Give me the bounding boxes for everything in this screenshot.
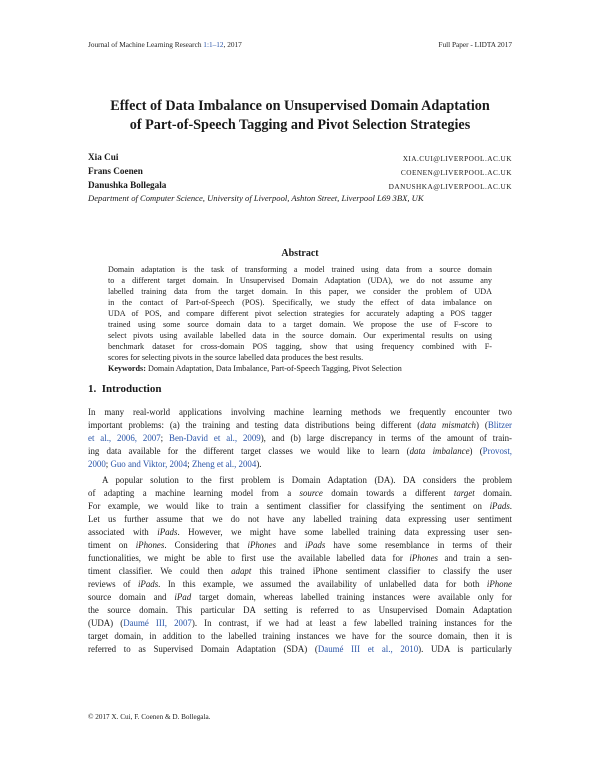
body-line: source domain and iPad target domain, whereas labelled training instances were available only for (88, 592, 512, 602)
body-line: referred to as Supervised Domain Adaptation (SDA) (Daumé III et al., 2010). UDA is particularly (88, 644, 512, 654)
body-line: timent classifier. We could then adapt this trained iPhone sentiment classifier to classify the user (88, 566, 512, 576)
citation-link[interactable]: Provost, (482, 446, 513, 456)
abstract-line: benchmark dataset for cross-domain POS tagging, show that using frequency combined with F- (108, 342, 492, 351)
abstract-heading: Abstract (281, 248, 319, 259)
keywords-line (108, 364, 492, 374)
body-line: (UDA) (Daumé III, 2007). In contrast, if we had at least a few labelled training instances for the (88, 618, 512, 628)
body-line: timent on iPhones. Considering that iPhones and iPads have some resemblance in terms of their (88, 540, 512, 550)
abstract-line: in the contact of Part-of-Speech (POS). Specifically, we study the effect of data imbalance on (108, 298, 492, 307)
paper-title-line-2: of Part-of-Speech Tagging and Pivot Selection Strategies (129, 117, 471, 133)
running-header-right: Full Paper - LIDTA 2017 (438, 40, 512, 49)
body-line: of adapting a machine learning model from a source domain towards a different target domain. (88, 488, 512, 498)
body-line: A popular solution to the first problem is Domain Adaptation (DA). DA considers the problem (102, 475, 512, 485)
body-line: 2000; Guo and Viktor, 2004; Zheng et al., 2004). (88, 459, 262, 469)
citation-link[interactable]: 2000 (88, 459, 106, 469)
citation-link[interactable]: Daumé III et al., 2010 (317, 644, 419, 654)
citation-link[interactable]: Ben-David et al., 2009 (169, 433, 261, 443)
body-line: the source domain. This particular DA setting is referred to as Unsupervised Domain Adaptation (88, 605, 512, 615)
author-email: COENEN@LIVERPOOL.AC.UK (400, 168, 512, 177)
abstract-line: scores for selecting pivots in the source labelled data produces the best results. (108, 353, 364, 362)
abstract-line: select pivots using available labelled data in the source domain. Our experimental results on using (108, 331, 492, 340)
copyright-footer: © 2017 X. Cui, F. Coenen & D. Bollegala. (88, 713, 211, 721)
keywords: Domain Adaptation, Data Imbalance, Part-of-Speech Tagging, Pivot Selection (145, 364, 402, 373)
abstract-line: to a different target domain. In Unsupervised Domain Adaptation (UDA), we do not assume any (108, 276, 492, 285)
section-heading: 1. Introduction (88, 383, 162, 395)
abstract-line: Domain adaptation is the task of transforming a model trained using data from a source domain (108, 265, 492, 274)
pages-link[interactable]: 1:1–12 (203, 40, 224, 49)
author-email: DANUSHKA@LIVERPOOL.AC.UK (388, 182, 512, 191)
abstract-line: trained using some source domain data to a target domain. We propose the use of F-score to (108, 320, 492, 329)
body-line: In many real-world applications involving machine learning methods we frequently encounter two (88, 407, 512, 417)
body-line: et al., 2006, 2007; Ben-David et al., 2009), and (b) large discrepancy in terms of the amount of train- (88, 433, 512, 443)
body-line: target domain, in addition to the labelled training instances we have for the source domain, then it is (88, 631, 512, 641)
abstract-line: UDA of POS, and compare different pivot selection strategies for accurately adapting a POS tagger (108, 309, 492, 318)
author-name: Danushka Bollegala (88, 180, 167, 190)
body-line: reviews of iPads. In this example, we assumed the availability of unlabelled data for both iPhone (88, 579, 512, 589)
citation-link[interactable]: Daumé III, 2007 (123, 618, 192, 628)
author-name: Frans Coenen (88, 166, 143, 176)
body-line: functionalities, we might be able to first use the available labelled data for iPhones and train a sen- (88, 553, 512, 563)
affiliation: Department of Computer Science, University of Liverpool, Ashton Street, Liverpool L69 3BX, UK (88, 193, 424, 203)
body-line: Let us further assume that we do not have any labelled training data expressing user sentiment (88, 514, 512, 524)
body-line: ing data available for the different target classes we would like to learn (data imbalance) (Provost, (88, 446, 513, 456)
body-line: For example, we would like to train a sentiment classifier for classifying the sentiment on iPads. (88, 501, 512, 511)
keywords-label: Keywords: (108, 364, 146, 373)
body-line: important problems: (a) the training and testing data distributions being different (data mismatch) (Blitzer (88, 420, 512, 430)
citation-link[interactable]: et al., 2006, 2007 (88, 433, 161, 443)
abstract-line: labelled training data from the target domain. In this paper, we consider the problem of UDA (108, 287, 492, 296)
body-line: associated with iPads. However, we might have some labelled training data expressing user sen- (88, 527, 512, 537)
citation-link[interactable]: Blitzer (487, 420, 512, 430)
author-name: Xia Cui (88, 152, 119, 162)
citation-link[interactable]: Zheng et al., 2004 (191, 459, 257, 469)
author-email: XIA.CUI@LIVERPOOL.AC.UK (402, 154, 512, 163)
citation-link[interactable]: Guo and Viktor, 2004 (110, 459, 188, 469)
running-header-journal: Journal of Machine Learning Research 1:1–12, 2017 (88, 40, 242, 49)
paper-title-line-1: Effect of Data Imbalance on Unsupervised Domain Adaptation (110, 98, 490, 114)
